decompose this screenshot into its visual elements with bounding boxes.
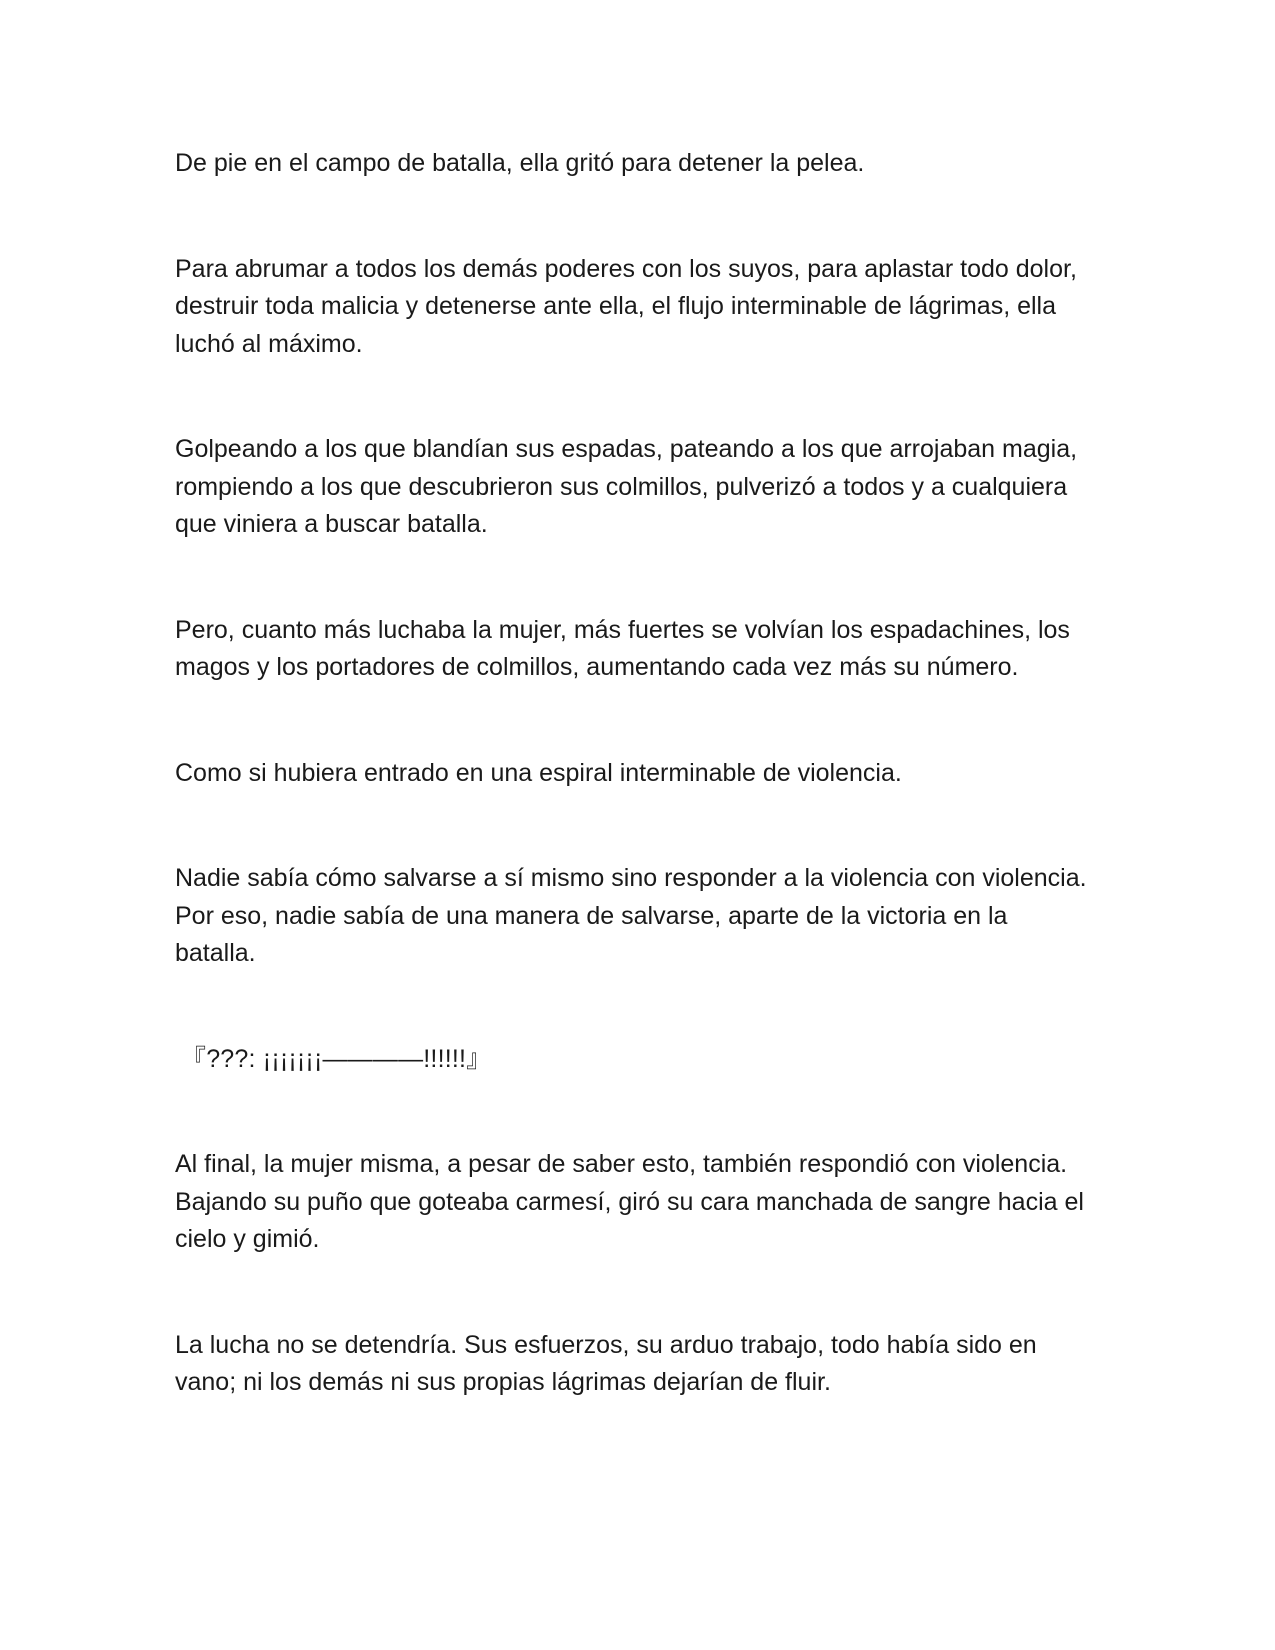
paragraph-6: Nadie sabía cómo salvarse a sí mismo sino responder a la violencia con violencia. Por eso, nadie sabía de una manera de salvarse, aparte de la victoria en la batalla. xyxy=(175,864,1087,967)
paragraph-3: Golpeando a los que blandían sus espadas, pateando a los que arrojaban magia, rompiendo a los que descubrieron sus colmillos, pulverizó a todos y a cualquiera que viniera a buscar batalla. xyxy=(175,435,1078,538)
dialogue-line: 『???: ¡¡¡¡¡¡¡————!!!!!!』 xyxy=(181,1044,492,1073)
paragraph-2: Para abrumar a todos los demás poderes con los suyos, para aplastar todo dolor, destruir toda malicia y detenerse ante ella, el flujo interminable de lágrimas, ella luchó al máximo. xyxy=(175,254,1077,358)
paragraph-1: De pie en el campo de batalla, ella gritó para detener la pelea. xyxy=(175,149,865,177)
paragraph-5: Como si hubiera entrado en una espiral interminable de violencia. xyxy=(175,758,902,787)
paragraph-8: Al final, la mujer misma, a pesar de saber esto, también respondió con violencia. Bajando su puño que goteaba carmesí, giró su cara manchada de sangre hacia el cielo y gimió. xyxy=(175,1150,1084,1253)
paragraph-9: La lucha no se detendría. Sus esfuerzos, su arduo trabajo, todo había sido en vano; ni los demás ni sus propias lágrimas dejarían de fluir. xyxy=(175,1330,1037,1396)
document-body xyxy=(175,145,1095,1402)
paragraph-4: Pero, cuanto más luchaba la mujer, más fuertes se volvían los espadachines, los magos y los portadores de colmillos, aumentando cada vez más su número. xyxy=(175,615,1070,681)
